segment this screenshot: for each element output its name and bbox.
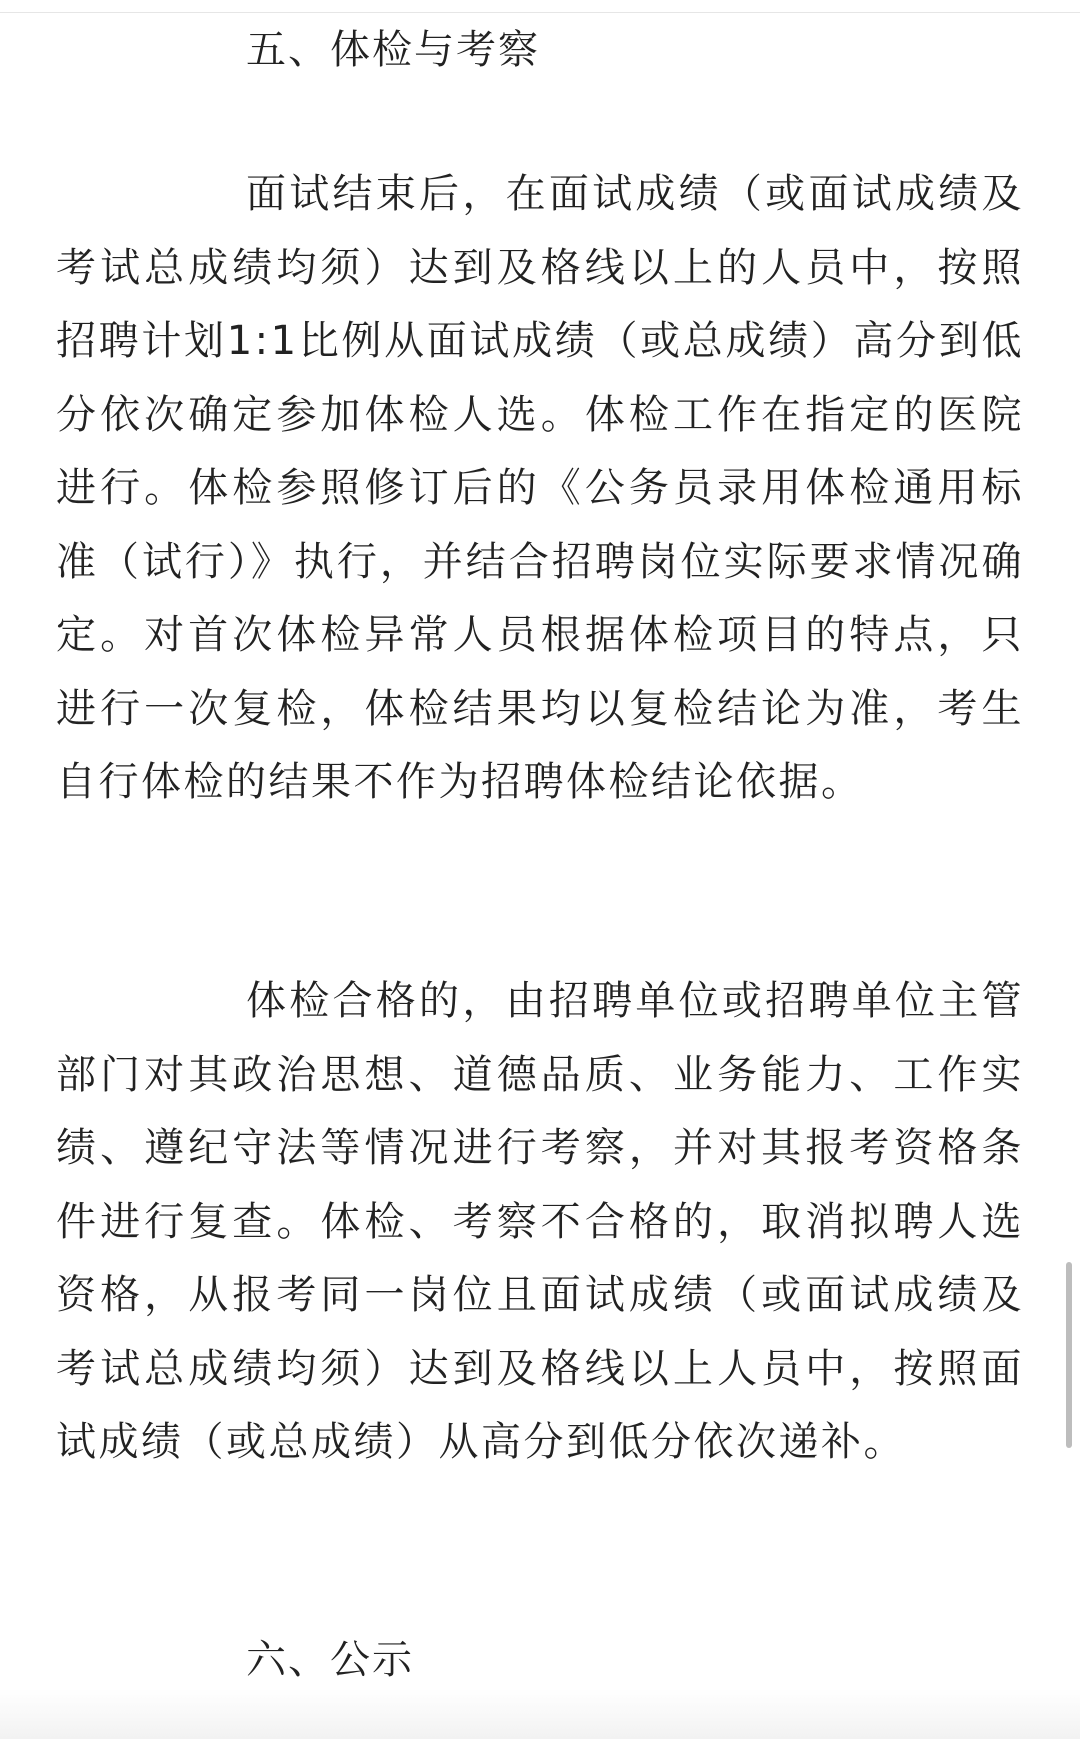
- section-6-heading: 六、公示: [246, 1637, 414, 1683]
- scrollbar-thumb[interactable]: [1066, 1262, 1072, 1448]
- section-5-heading: 五、体检与考察: [246, 27, 540, 73]
- section-5-paragraph-2: 体检合格的，由招聘单位或招聘单位主管部门对其政治思想、道德品质、业务能力、工作实绩、遵纪守法等情况进行考察，并对其报考资格条件进行复查。体检、考察不合格的，取消拟聘人选资格，从报考同一岗位且面试成绩（或面试成绩及考试总成绩均须）达到及格线以上人员中，按照面试成绩（或总成绩）从高分到低分依次递补。: [56, 978, 1024, 1465]
- bottom-fade: [0, 1689, 1080, 1739]
- section-5-paragraph-1: 面试结束后，在面试成绩（或面试成绩及考试总成绩均须）达到及格线以上的人员中，按照招聘计划1:1比例从面试成绩（或总成绩）高分到低分依次确定参加体检人选。体检工作在指定的医院进行。体检参照修订后的《公务员录用体检通用标准（试行）》执行，并结合招聘岗位实际要求情况确定。对首次体检异常人员根据体检项目的特点，只进行一次复检，体检结果均以复检结论为准，考生自行体检的结果不作为招聘体检结论依据。: [56, 171, 1024, 805]
- top-divider: [0, 12, 1080, 13]
